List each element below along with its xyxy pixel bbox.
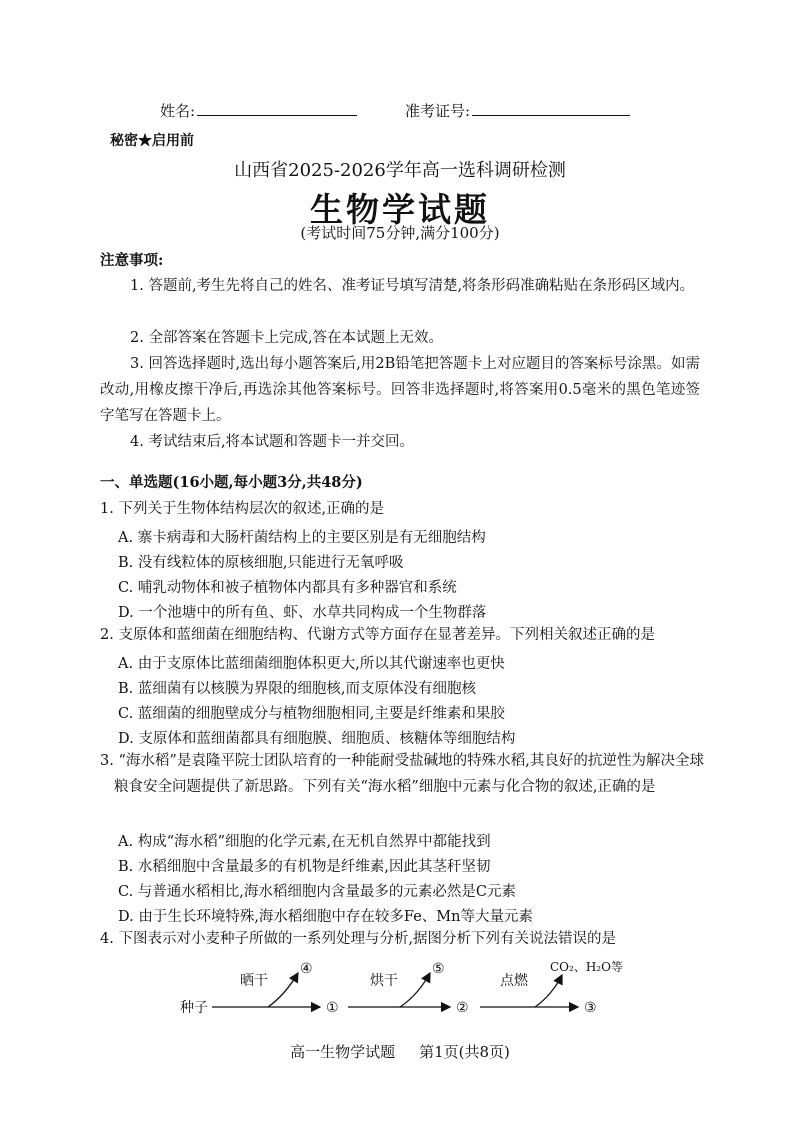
page-footer xyxy=(0,1041,800,1062)
question-2-option-d: D. 支原体和蓝细菌都具有细胞膜、细胞质、核糖体等细胞结构 xyxy=(118,731,516,747)
diagram-node-4: ④ xyxy=(300,961,313,977)
seed-processing-diagram xyxy=(150,955,670,1025)
footer-page-number: 第1页(共8页) xyxy=(419,1043,510,1061)
name-label: 姓名: xyxy=(160,102,196,120)
diagram-seed-label: 种子 xyxy=(180,1000,208,1016)
question-1-option-c: C. 哺乳动物体和被子植物体内都具有多种器官和系统 xyxy=(118,580,457,596)
diagram-step-ovendry: 烘干 xyxy=(370,973,398,989)
diagram-node-2: ② xyxy=(456,1000,469,1016)
arrow-to-4 xyxy=(268,973,298,1007)
question-2-option-c: C. 蓝细菌的细胞壁成分与植物细胞相同,主要是纤维素和果胶 xyxy=(118,706,505,722)
question-2-option-a: A. 由于支原体比蓝细菌细胞体积更大,所以其代谢速率也更快 xyxy=(118,656,505,672)
arrow-to-5 xyxy=(400,973,430,1007)
notice-item-3: 3. 回答选择题时,选出每小题答案后,用2B铅笔把答题卡上对应题目的答案标号涂黑。如需改动,用橡皮擦干净后,再选涂其他答案标号。回答非选择题时,将答案用0.5毫米的黑色笔迹签字笔写在答题卡上。 xyxy=(100,356,700,424)
name-field xyxy=(160,100,357,121)
diagram-step-sundry: 晒干 xyxy=(240,973,268,989)
notice-heading: 注意事项: xyxy=(100,252,164,269)
exam-id-blank xyxy=(472,100,630,116)
notice-item-1: 1. 答题前,考生先将自己的姓名、准考证号填写清楚,将条形码准确粘贴在条形码区域内。 xyxy=(130,278,695,294)
exam-id-field xyxy=(405,100,630,121)
exam-title: 生物学试题 xyxy=(310,190,490,229)
question-3-stem: 3. “海水稻”是袁隆平院士团队培育的一种能耐受盐碱地的特殊水稻,其良好的抗逆性为解决全球粮食安全问题提供了新思路。下列有关“海水稻”细胞中元素与化合物的叙述,正确的是 xyxy=(100,753,704,795)
arrow-to-products xyxy=(535,975,562,1007)
name-blank xyxy=(197,100,357,116)
question-3-option-b: B. 水稻细胞中含量最多的有机物是纤维素,因此其茎秆坚韧 xyxy=(118,859,491,875)
time-info: (考试时间75分钟,满分100分) xyxy=(300,224,500,242)
question-3-option-c: C. 与普通水稻相比,海水稻细胞内含量最多的元素必然是C元素 xyxy=(118,884,516,900)
notice-item-4: 4. 考试结束后,将本试题和答题卡一并交回。 xyxy=(130,434,415,450)
secret-mark: 秘密★启用前 xyxy=(110,133,194,149)
diagram-node-5: ⑤ xyxy=(432,961,445,977)
exam-subtitle: 山西省2025-2026学年高一选科调研检测 xyxy=(234,160,566,181)
exam-id-label: 准考证号: xyxy=(405,102,471,120)
question-3-option-d: D. 由于生长环境特殊,海水稻细胞中存在较多Fe、Mn等大量元素 xyxy=(118,909,533,925)
question-4-stem: 4. 下图表示对小麦种子所做的一系列处理与分析,据图分析下列有关说法错误的是 xyxy=(100,931,617,947)
diagram-products: CO₂、H₂O等 xyxy=(550,960,623,974)
notice-item-2: 2. 全部答案在答题卡上完成,答在本试题上无效。 xyxy=(130,330,444,346)
question-3-option-a: A. 构成“海水稻”细胞的化学元素,在无机自然界中都能找到 xyxy=(118,834,491,850)
question-1-option-d: D. 一个池塘中的所有鱼、虾、水草共同构成一个生物群落 xyxy=(118,605,487,621)
footer-subject: 高一生物学试题 xyxy=(290,1043,396,1061)
section-heading: 一、单选题(16小题,每小题3分,共48分) xyxy=(100,474,363,491)
diagram-node-3: ③ xyxy=(584,1000,597,1016)
diagram-node-1: ① xyxy=(326,1000,339,1016)
question-1-option-b: B. 没有线粒体的原核细胞,只能进行无氧呼吸 xyxy=(118,555,404,571)
question-1-option-a: A. 寨卡病毒和大肠杆菌结构上的主要区别是有无细胞结构 xyxy=(118,530,486,546)
diagram-step-burn: 点燃 xyxy=(500,973,528,989)
question-1-stem: 1. 下列关于生物体结构层次的叙述,正确的是 xyxy=(100,501,385,517)
question-2-option-b: B. 蓝细菌有以核膜为界限的细胞核,而支原体没有细胞核 xyxy=(118,681,476,697)
question-2-stem: 2. 支原体和蓝细菌在细胞结构、代谢方式等方面存在显著差异。下列相关叙述正确的是 xyxy=(100,627,655,643)
